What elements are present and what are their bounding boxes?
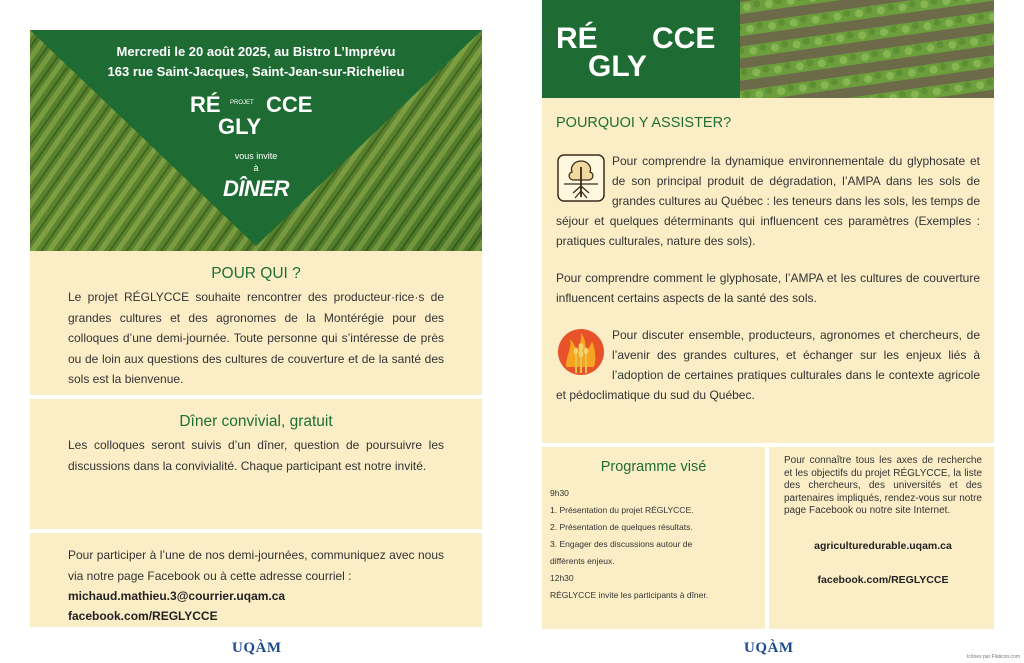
info-section	[769, 447, 994, 629]
left-page	[30, 30, 482, 627]
event-date-location	[30, 42, 482, 82]
program-section	[542, 447, 765, 629]
pour-qui-body: Le projet RÉGLYCCE souhaite rencontrer des producteur·rice·s de grandes cultures et des agronomes de la Montérégie pour des colloques d’une demi-journée. Toute personne qui s’intéresse de près ou de loin aux questions des cultures de couverture et de la santé des sols est la bienvenue.	[68, 290, 444, 386]
why-paragraph-2: Pour comprendre comment le glyphosate, l’AMPA et les cultures de couverture influencent certains aspects de la santé des sols.	[556, 271, 980, 305]
date-line: Mercredi le 20 août 2025, au Bistro L’Imprévu	[116, 44, 396, 59]
diner-section-title: Dîner convivial, gratuit	[179, 413, 333, 430]
diner-title: DÎNER	[223, 176, 289, 201]
crop-rows-image	[740, 0, 994, 98]
uqam-logo-right: UQÀM	[744, 640, 794, 656]
info-body: Pour connaître tous les axes de recherche et les objectifs du projet RÉGLYCCE, la liste des chercheurs, des universités et des partenaires impliqués, rendez-vous sur notre page Facebook ou notre site Internet.	[784, 455, 982, 516]
facebook-link[interactable]: facebook.com/REGLYCCE	[68, 609, 218, 623]
wheat-fire-icon	[556, 327, 606, 377]
reglycce-logo: RÉ PROJET CCE GLY	[190, 92, 313, 139]
why-paragraph-3: Pour discuter ensemble, producteurs, agronomes et chercheurs, de l’avenir des grandes cultures, et échanger sur les enjeux liés à l’adoption de certaines pratiques culturales dans le contexte agricole et pédoclimatique du sud du Québec.	[556, 328, 980, 402]
website-link[interactable]: agriculturedurable.uqam.ca	[814, 539, 952, 552]
invite-text: vous invite à	[234, 151, 278, 173]
program-item: 3. Engager des discussions autour de	[550, 539, 693, 549]
program-item: 1. Présentation du projet RÉGLYCCE.	[550, 505, 694, 515]
uqam-logo-left: UQÀM	[232, 640, 282, 656]
program-time-1: 9h30	[550, 488, 569, 498]
why-attend-section	[542, 98, 994, 443]
program-item: 2. Présentation de quelques résultats.	[550, 522, 693, 532]
bottom-row	[542, 447, 994, 629]
why-title: POURQUOI Y ASSISTER?	[556, 115, 732, 131]
hero-banner	[30, 30, 482, 251]
program-time-2: 12h30	[550, 573, 574, 583]
contact-body: Pour participer à l’une de nos demi-journées, communiquez avec nous via notre page Facebook ou à cette adresse courriel :	[68, 548, 444, 583]
program-item: RÉGLYCCE invite les participants à dîner.	[550, 590, 709, 600]
icon-credit: Icônes par Flaticon.com	[966, 654, 1020, 660]
reglycce-logo-large: RÉ CCE GLY	[542, 0, 740, 98]
address-line: 163 rue Saint-Jacques, Saint-Jean-sur-Richelieu	[107, 64, 405, 79]
why-paragraph-1: Pour comprendre la dynamique environnementale du glyphosate et de son principal produit de dégradation, l’AMPA dans les sols de grandes cultures au Québec : les teneurs dans les sols, les temps de séjour et quelques déterminants qui influencent ces paramètres (Exemples : pratiques culturales, nature des sols).	[556, 154, 980, 248]
facebook-link-right[interactable]: facebook.com/REGLYCCE	[817, 573, 949, 586]
contact-email-link[interactable]: michaud.mathieu.3@courrier.uqam.ca	[68, 589, 286, 603]
plant-roots-icon	[556, 153, 606, 203]
diner-body: Les colloques seront suivis d’un dîner, question de poursuivre les discussions dans la convivialité. Chaque participant est notre invité.	[68, 438, 444, 473]
top-band	[542, 0, 994, 98]
program-item-cont: différents enjeux.	[550, 556, 615, 566]
pour-qui-title: POUR QUI ?	[211, 265, 301, 282]
contact-section	[30, 533, 482, 627]
diner-section	[30, 399, 482, 529]
program-title: Programme visé	[600, 459, 707, 475]
right-page	[542, 0, 994, 600]
pour-qui-section	[30, 251, 482, 395]
